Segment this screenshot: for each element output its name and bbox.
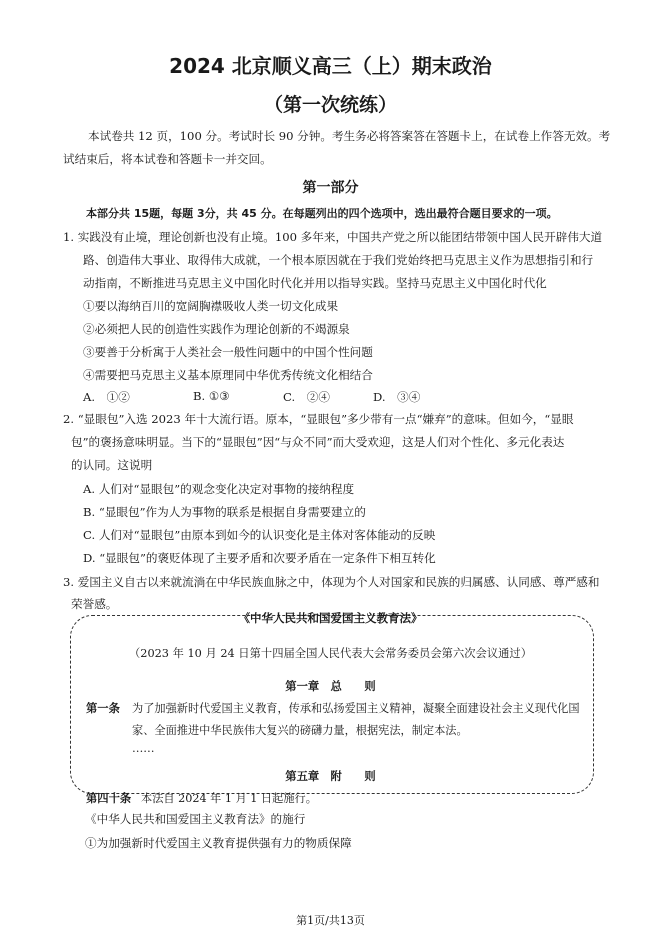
q1-line-3: 动指南，不断推进马克思主义中国化时代化并用以指导实践。坚持马克思主义中国化时代化 <box>83 276 547 290</box>
q1-option-a: A. ①② <box>83 390 130 404</box>
law-passed-note: （2023 年 10 月 24 日第十四届全国人民代表大会常务委员会第六次会议通过） <box>128 647 533 660</box>
q1-line-1: 1. 实践没有止境，理论创新也没有止境。100 多年来，中国共产党之所以能团结带领中国人民开辟伟大道 <box>63 230 603 244</box>
q3-line-1: 3. 爱国主义自古以来就流淌在中华民族血脉之中，体现为个人对国家和民族的归属感、认同感、尊严感和 <box>63 575 600 589</box>
page-title: 2024 北京顺义高三（上）期末政治 <box>169 54 492 78</box>
q3-item-1: ①为加强新时代爱国主义教育提供强有力的物质保障 <box>85 836 352 850</box>
article-1-line-2: 家、全面推进中华民族伟大复兴的磅礴力量，根据宪法，制定本法。 <box>132 724 468 737</box>
intro-line-1: 本试卷共 12 页，100 分。考试时长 90 分钟。考生务必将答案答在答题卡上，在试卷上作答无效。考 <box>88 129 611 143</box>
q3-stem: 《中华人民共和国爱国主义教育法》的施行 <box>85 812 306 826</box>
law-title: 《中华人民共和国爱国主义教育法》 <box>238 611 423 625</box>
part1-heading: 第一部分 <box>302 180 359 196</box>
q1-item-4: ④需要把马克思主义基本原理同中华优秀传统文化相结合 <box>83 368 373 382</box>
q2-option-d: D. “显眼包”的褒贬体现了主要矛盾和次要矛盾在一定条件下相互转化 <box>83 551 436 565</box>
page-subtitle: （第一次统练） <box>263 94 397 116</box>
q2-line-1: 2. “显眼包”入选 2023 年十大流行语。原本，“显眼包”多少带有一点“嫌弃”的意味。但如今，“显眼 <box>63 412 574 426</box>
q3-line-2: 荣誉感。 <box>71 597 118 611</box>
q2-option-c: C. 人们对“显眼包”由原本到如今的认识变化是主体对客体能动的反映 <box>83 528 436 542</box>
q1-line-2: 路、创造伟大事业、取得伟大成就，一个根本原因就在于我们党始终把马克思主义作为思想指引和行 <box>83 253 594 267</box>
article-1-line-1: 为了加强新时代爱国主义教育，传承和弘扬爱国主义精神，凝聚全面建设社会主义现代化国 <box>132 702 580 715</box>
law-chapter-1: 第一章 总 则 <box>285 680 376 693</box>
article-1-label: 第一条 <box>86 702 120 715</box>
q1-option-b: B. ①③ <box>193 389 230 403</box>
part1-instruction: 本部分共 15题，每题 3分，共 45 分。在每题列出的四个选项中，选出最符合题目要求的一项。 <box>86 207 558 220</box>
q1-item-1: ①要以海纳百川的宽阔胸襟吸收人类一切文化成果 <box>83 299 339 313</box>
article-40-text: 本法自 2024 年 1 月 1 日起施行。 <box>141 792 317 805</box>
q2-option-a: A. 人们对“显眼包”的观念变化决定对事物的接纳程度 <box>83 482 355 496</box>
page-number: 第1页/共13页 <box>296 914 365 927</box>
law-chapter-5: 第五章 附 则 <box>285 770 376 783</box>
q2-line-3: 的认同。这说明 <box>71 458 153 472</box>
intro-line-2: 试结束后，将本试卷和答题卡一并交回。 <box>63 152 272 166</box>
q2-line-2: 包”的褒扬意味明显。当下的“显眼包”因“与众不同”而大受欢迎，这是人们对个性化、多元化表达 <box>71 435 565 449</box>
article-40-label: 第四十条 <box>86 792 132 805</box>
q1-item-2: ②必须把人民的创造性实践作为理论创新的不竭源泉 <box>83 322 350 336</box>
q1-option-c: C. ②④ <box>283 390 330 404</box>
q1-item-3: ③要善于分析寓于人类社会一般性问题中的中国个性问题 <box>83 345 373 359</box>
law-ellipsis: …… <box>132 742 155 755</box>
q1-option-d: D. ③④ <box>373 390 421 404</box>
q2-option-b: B. “显眼包”作为人为事物的联系是根据自身需要建立的 <box>83 505 366 519</box>
